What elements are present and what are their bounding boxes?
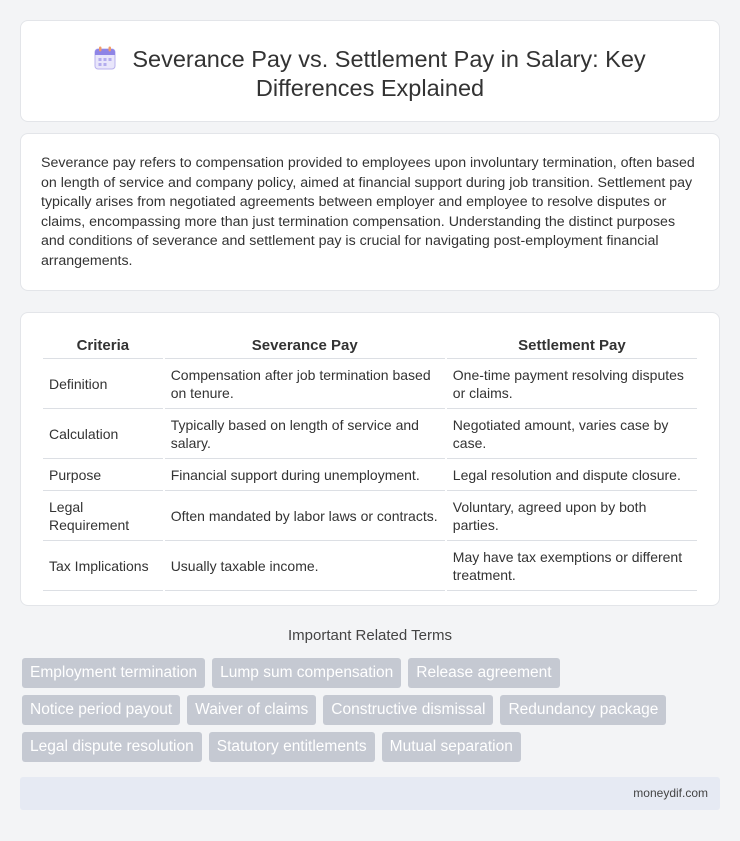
- table-row: [43, 491, 697, 541]
- row-criteria: Purpose: [43, 459, 163, 491]
- row-settlement: Legal resolution and dispute closure.: [447, 459, 697, 491]
- row-criteria: Calculation: [43, 409, 163, 459]
- page-title: [21, 45, 719, 103]
- tag-waiver-of-claims[interactable]: Waiver of claims: [187, 695, 316, 725]
- row-severance: Compensation after job termination based on tenure.: [165, 359, 445, 409]
- tag-employment-termination[interactable]: Employment termination: [22, 658, 205, 688]
- row-criteria: Tax Implications: [43, 541, 163, 591]
- intro-card: [20, 133, 720, 291]
- tag-notice-period-payout[interactable]: Notice period payout: [22, 695, 180, 725]
- tag-lump-sum-compensation[interactable]: Lump sum compensation: [212, 658, 401, 688]
- tag-statutory-entitlements[interactable]: Statutory entitlements: [209, 732, 375, 762]
- header-criteria: Criteria: [43, 333, 163, 359]
- tag-redundancy-package[interactable]: Redundancy package: [500, 695, 666, 725]
- footer-site-link[interactable]: moneydif.com: [633, 786, 708, 800]
- tag-release-agreement[interactable]: Release agreement: [408, 658, 559, 688]
- tag-legal-dispute-resolution[interactable]: Legal dispute resolution: [22, 732, 202, 762]
- row-severance: Usually taxable income.: [165, 541, 445, 591]
- header-severance-pay: Severance Pay: [165, 333, 445, 359]
- row-settlement: May have tax exemptions or different treatment.: [447, 541, 697, 591]
- comparison-card: [20, 312, 720, 606]
- row-severance: Typically based on length of service and salary.: [165, 409, 445, 459]
- table-row: [43, 359, 697, 409]
- tag-row: [22, 658, 722, 688]
- row-settlement: Voluntary, agreed upon by both parties.: [447, 491, 697, 541]
- row-criteria: Legal Requirement: [43, 491, 163, 541]
- intro-paragraph: Severance pay refers to compensation provided to employees upon involuntary termination, often based on length of service and company policy, aimed at financial support during job transition. Settlement pay typically arises from negotiated agreements between employer and employee to resolve disputes or claims, encompassing more than just termination compensation. Understanding the distinct purposes and conditions of severance and settlement pay is crucial for navigating post-employment financial arrangements.: [41, 155, 695, 269]
- tag-row: [22, 732, 722, 762]
- title-line-2: Differences Explained: [255, 75, 485, 101]
- table-header-row: [43, 333, 697, 359]
- title-line-1: Severance Pay vs. Settlement Pay in Salary: Key: [132, 46, 646, 72]
- table-row: [43, 409, 697, 459]
- title-card: [20, 20, 720, 122]
- tag-constructive-dismissal[interactable]: Constructive dismissal: [323, 695, 493, 725]
- tag-row: [22, 695, 722, 725]
- row-settlement: One-time payment resolving disputes or claims.: [447, 359, 697, 409]
- tag-mutual-separation[interactable]: Mutual separation: [382, 732, 521, 762]
- related-terms-tags: [22, 658, 722, 769]
- comparison-table: [41, 333, 699, 591]
- row-severance: Often mandated by labor laws or contracts.: [165, 491, 445, 541]
- row-criteria: Definition: [43, 359, 163, 409]
- calendar-icon: [94, 46, 116, 70]
- header-settlement-pay: Settlement Pay: [447, 333, 697, 359]
- footer: [20, 777, 720, 810]
- table-row: [43, 459, 697, 491]
- row-severance: Financial support during unemployment.: [165, 459, 445, 491]
- related-terms-title: Important Related Terms: [288, 627, 452, 644]
- row-settlement: Negotiated amount, varies case by case.: [447, 409, 697, 459]
- table-row: [43, 541, 697, 591]
